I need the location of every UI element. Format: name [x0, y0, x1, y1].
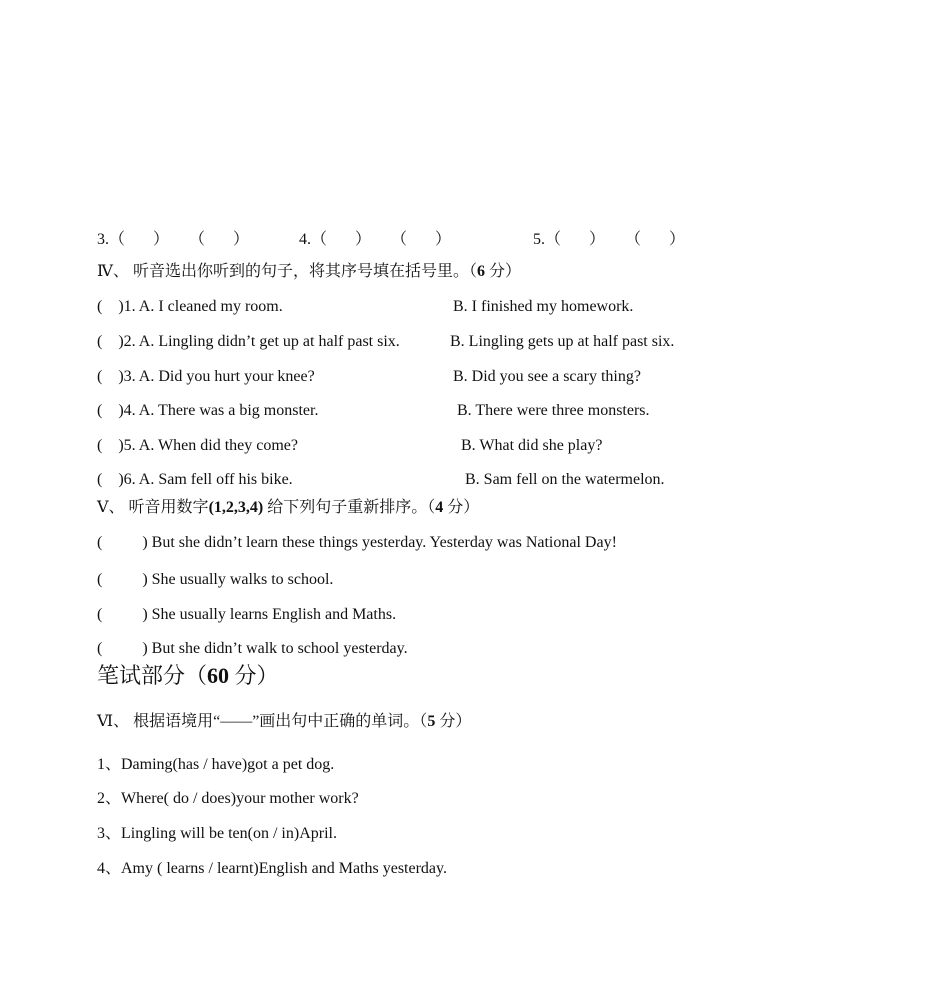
section-4-item-3-b: B. Did you see a scary thing? — [453, 368, 641, 385]
written-part-points: 60 — [207, 663, 230, 688]
section-4-points: 6 — [477, 263, 485, 280]
section-6-item-2: 2、Where( do / does)your mother work? — [97, 790, 359, 807]
section-5-numbers: (1,2,3,4) — [208, 499, 264, 516]
section-4-item-6-a: ( )6. A. Sam fell off his bike. — [97, 471, 293, 488]
section-6-points: 5 — [427, 713, 436, 730]
section-6-heading — [97, 712, 471, 732]
section-4-item-1-b: B. I finished my homework. — [453, 298, 634, 315]
section-6-item-1: 1、Daming(has / have)got a pet dog. — [97, 756, 335, 773]
section-4-item-6-b: B. Sam fell on the watermelon. — [465, 471, 665, 488]
written-part-text: 笔试部分（ — [97, 663, 208, 688]
section-5-heading-text: Ⅴ、 听音用数字 — [97, 499, 209, 516]
answer-blank-5: 5.（ ） （ ） — [533, 231, 686, 248]
section-4-item-5-b: B. What did she play? — [461, 437, 603, 454]
section-5-heading-end: 分） — [443, 499, 480, 516]
written-part-heading — [97, 662, 279, 690]
section-4-heading — [97, 262, 521, 282]
section-6-item-4: 4、Amy ( learns / learnt)English and Maths yesterday. — [97, 860, 447, 877]
section-4-item-1-a: ( )1. A. I cleaned my room. — [97, 298, 283, 315]
section-4-item-4-a: ( )4. A. There was a big monster. — [97, 402, 319, 419]
section-5-item-2: ( ) She usually walks to school. — [97, 571, 334, 588]
section-6-heading-end: 分） — [435, 713, 472, 730]
answer-blank-3: 3.（ ） （ ） — [97, 231, 250, 248]
section-5-heading — [97, 498, 479, 518]
section-6-item-3: 3、Lingling will be ten(on / in)April. — [97, 825, 337, 842]
section-4-item-2-a: ( )2. A. Lingling didn’t get up at half past six. — [97, 333, 400, 350]
section-4-heading-end: 分） — [485, 263, 522, 280]
section-5-item-1: ( ) But she didn’t learn these things yesterday. Yesterday was National Day! — [97, 534, 617, 551]
section-5-heading-middle: 给下列句子重新排序。（ — [263, 499, 436, 516]
section-4-item-4-b: B. There were three monsters. — [457, 402, 650, 419]
answer-blank-4: 4.（ ） （ ） — [299, 231, 452, 248]
section-5-item-4: ( ) But she didn’t walk to school yesterday. — [97, 640, 408, 657]
written-part-end: 分） — [229, 663, 279, 688]
section-5-item-3: ( ) She usually learns English and Maths. — [97, 606, 397, 623]
section-4-item-2-b: B. Lingling gets up at half past six. — [450, 333, 675, 350]
section-5-points: 4 — [435, 499, 444, 516]
section-4-item-3-a: ( )3. A. Did you hurt your knee? — [97, 368, 315, 385]
section-4-heading-text: Ⅳ、 听音选出你听到的句子，将其序号填在括号里。（ — [97, 263, 477, 280]
section-4-item-5-a: ( )5. A. When did they come? — [97, 437, 298, 454]
section-6-heading-text: Ⅵ、 根据语境用“——”画出句中正确的单词。（ — [97, 713, 428, 730]
